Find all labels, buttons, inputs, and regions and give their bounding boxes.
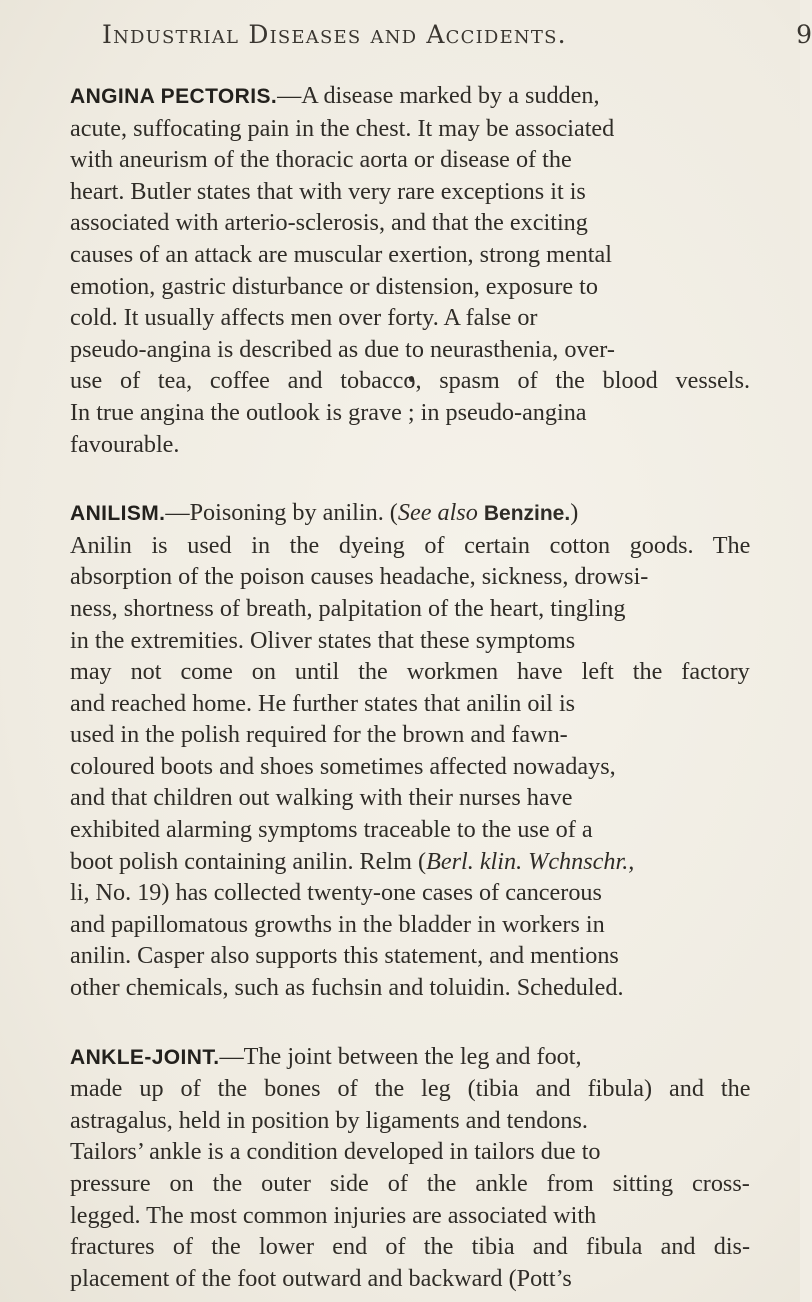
entry-line: made up of the bones of the leg (tibia and fibula) and the bbox=[70, 1075, 751, 1103]
entry-line: Anilin is used in the dyeing of certain cotton goods. The bbox=[70, 531, 751, 559]
entry-line: pseudo-angina is described as due to neurasthenia, over- bbox=[70, 335, 615, 363]
entry-line: ness, shortness of breath, palpitation of the heart, tingling bbox=[70, 594, 626, 622]
entry-heading: ANILISM. bbox=[70, 502, 166, 526]
entry-first-line bbox=[70, 497, 750, 530]
entry-line: use of tea, coffee and tobacco, spasm of the blood vessels. bbox=[70, 367, 751, 395]
entry-line: —A disease marked by a sudden, bbox=[277, 82, 600, 109]
entry-heading: ANGINA PECTORIS. bbox=[70, 85, 278, 108]
entry-line: boot polish containing anilin. Relm bbox=[70, 847, 412, 875]
entry-line: coloured boots and shoes sometimes affected nowadays, bbox=[70, 752, 616, 780]
entry-text: ) bbox=[570, 499, 579, 527]
citation-open: ( bbox=[411, 847, 427, 875]
entry-line: in the extremities. Oliver states that these symptoms bbox=[70, 626, 576, 654]
entry-line: favourable. bbox=[70, 430, 180, 458]
entry-line: with aneurism of the thoracic aorta or disease of the bbox=[70, 146, 572, 174]
citation-journal: Berl. klin. Wchnschr., bbox=[426, 847, 635, 875]
running-head: Industrial Diseases and Accidents. bbox=[102, 20, 567, 49]
entry-anilism bbox=[70, 497, 750, 1004]
entry-citation-line bbox=[70, 846, 750, 878]
cross-reference: Benzine. bbox=[483, 502, 571, 526]
entry-line: associated with arterio-sclerosis, and that the exciting bbox=[70, 209, 588, 237]
entry-line: anilin. Casper also supports this statement, and mentions bbox=[70, 942, 619, 970]
entry-text: —Poisoning by anilin. ( bbox=[165, 499, 398, 527]
entry-angina-pectoris bbox=[70, 80, 750, 460]
entry-line: cold. It usually affects men over forty. A false or bbox=[70, 304, 538, 332]
entry-line: absorption of the poison causes headache, sickness, drowsi- bbox=[70, 563, 649, 591]
entry-line: fractures of the lower end of the tibia and fibula and dis- bbox=[70, 1233, 751, 1261]
entry-line: li, No. 19) has collected twenty-one cases of cancerous bbox=[70, 879, 602, 907]
entry-line: causes of an attack are muscular exertion, strong mental bbox=[70, 240, 612, 268]
page-number: 9 bbox=[796, 20, 812, 49]
entry-line: exhibited alarming symptoms traceable to the use of a bbox=[70, 816, 593, 844]
entry-line: and reached home. He further states that anilin oil is bbox=[70, 689, 576, 717]
entry-line: and that children out walking with their nurses have bbox=[70, 784, 573, 812]
entry-line: emotion, gastric disturbance or distension, exposure to bbox=[70, 272, 598, 300]
entry-line: legged. The most common injuries are associated with bbox=[70, 1201, 597, 1229]
page-header bbox=[102, 20, 812, 60]
entry-line: used in the polish required for the brown and fawn- bbox=[70, 721, 568, 749]
entry-line: astragalus, held in position by ligaments and tendons. bbox=[70, 1106, 588, 1134]
entry-line: may not come on until the workmen have left the factory bbox=[70, 658, 750, 686]
entry-ankle-joint bbox=[70, 1041, 750, 1295]
entry-line: —The joint between the leg and foot, bbox=[219, 1042, 582, 1070]
entry-first-line bbox=[70, 80, 750, 113]
entry-line: Tailors’ ankle is a condition developed in tailors due to bbox=[70, 1138, 601, 1166]
entry-first-line bbox=[70, 1041, 750, 1074]
page-body bbox=[70, 80, 750, 1294]
entry-line: placement of the foot outward and backward (Pott’s bbox=[70, 1264, 572, 1292]
entry-line: acute, suffocating pain in the chest. It may be associated bbox=[70, 114, 615, 142]
entry-line: and papillomatous growths in the bladder in workers in bbox=[70, 910, 605, 938]
see-also-label: See also bbox=[397, 499, 478, 527]
entry-line: heart. Butler states that with very rare exceptions it is bbox=[70, 177, 586, 205]
entry-line: In true angina the outlook is grave ; in pseudo-angina bbox=[70, 398, 587, 426]
entry-heading: ANKLE-JOINT. bbox=[70, 1045, 220, 1069]
entry-line: other chemicals, such as fuchsin and toluidin. Scheduled. bbox=[70, 974, 624, 1002]
entry-line: pressure on the outer side of the ankle from sitting cross- bbox=[70, 1170, 750, 1197]
